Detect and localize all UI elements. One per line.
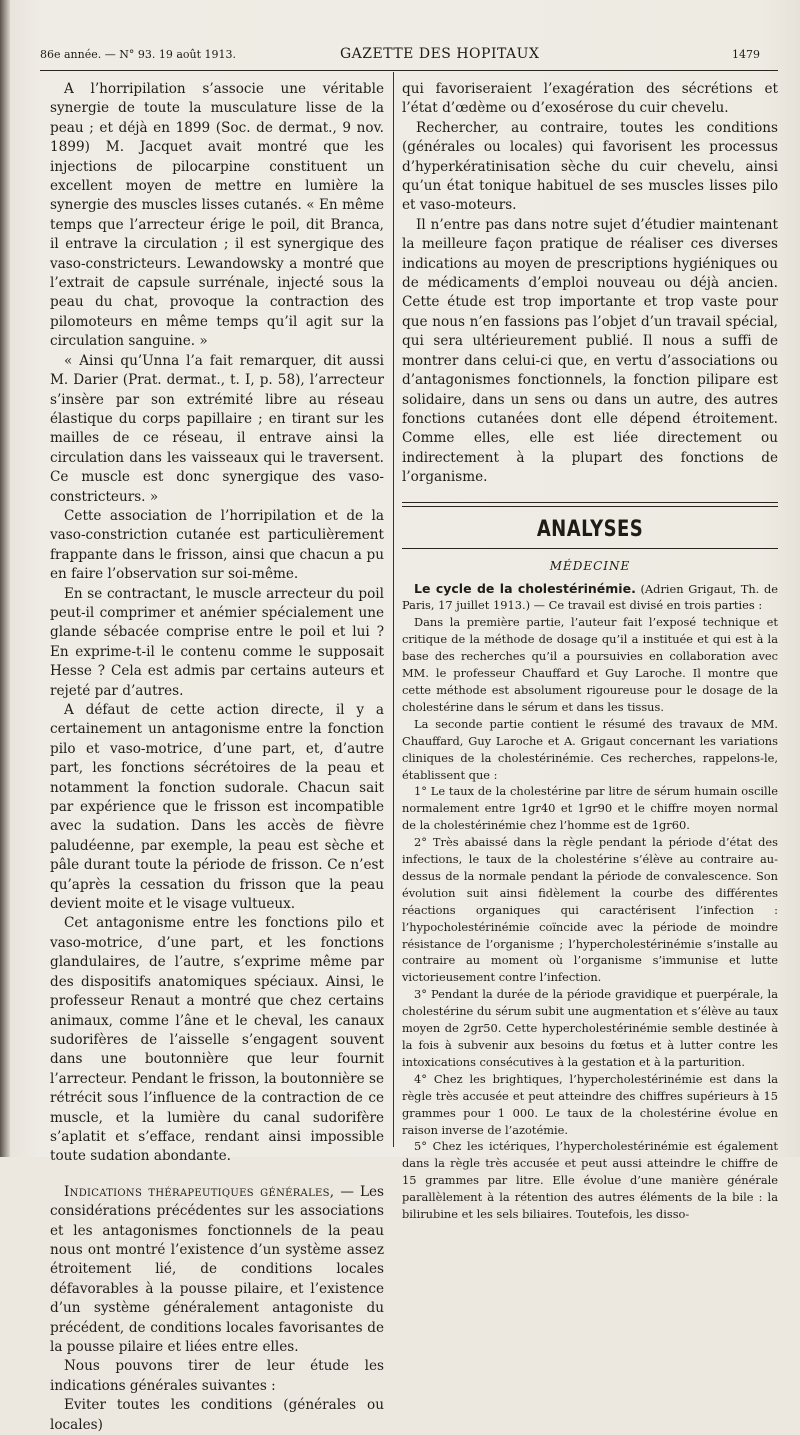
list-item: 2° Très abaissé dans la règle pendant la période d’état des infections, le taux de la cholestérine s’élève au contraire au-dessus de la normale pendant la période de convalescence. Son évolution suit ainsi fidèlement la courbe des différentes réactions organiques qui caractérisent l’infection : l’hypocholestérinémie coïncide avec la période de moindre résistance de l’organisme ; l’hypercholestérinémie s’installe au contraire au moment où l’organisme s’immunise et lutte victorieusement contre l’infection. (402, 835, 778, 985)
right-column (402, 80, 778, 1222)
paragraph: « Ainsi qu’Unna l’a fait remarquer, dit aussi M. Darier (Prat. dermat., t. I, p. 58), l’arrecteur s’insère par son extrémité libre au réseau élastique du corps papillaire ; en tirant sur les mailles de ce réseau, il entrave ainsi la circulation dans les vaisseaux qui le traversent. Ce muscle est donc synergique des vaso-constricteurs. » (50, 352, 384, 505)
paragraph: A l’horripilation s’associe une véritable synergie de toute la musculature lisse de la peau ; et déjà en 1899 (Soc. de dermat., 9 nov. 1899) M. Jacquet avait montré que les injections de pilocarpine constituent un excellent moyen de mettre en lumière la synergie des muscles lisses cutanés. « En même temps que l’arrecteur érige le poil, dit Branca, il entrave la circulation ; il est synergique des vaso-constricteurs. Lewandowsky a montré que l’extrait de capsule surrénale, injecté sous la peau du chat, provoque la contraction des pilomoteurs en même temps qu’il agit sur la circulation sanguine. » (50, 81, 384, 350)
binding-edge (0, 0, 10, 1157)
indications-text: — Les considérations précédentes sur les associations et les antagonismes fonctionnels de la peau nous ont montré l’existence d’un système assez étroitement lié, de conditions locales défavorables à la pousse pilaire, et l’existence d’un système généralement antagoniste du précédent, de conditions locales favorisantes de la pousse pilaire et liées entre elles. (50, 1183, 384, 1355)
article-title: Le cycle de la cholestérinémie. (414, 580, 636, 596)
page-number: 1479 (732, 48, 760, 61)
column-divider (393, 72, 394, 1147)
left-column (50, 80, 384, 1433)
paragraph: Cet antagonisme entre les fonctions pilo et vaso-motrice, d’une part, et les fonctions glandulaires, de l’autre, s’exprime même par des dispositifs anatomiques spéciaux. Ainsi, le professeur Renaut a montré que chez certains animaux, comme l’âne et le cheval, les canaux sudorifères de l’aisselle s’engagent souvent dans une boutonnière que leur fournit l’arrecteur. Pendant le frisson, la boutonnière se rétrécit sous l’influence de la contraction de ce muscle, et la lumière du canal sudorifère s’aplatit et s’efface, rendant ainsi impossible toute sudation abondante. (50, 915, 384, 1165)
paragraph: Eviter toutes les conditions (générales ou locales) (50, 1397, 384, 1433)
section-underline (402, 548, 778, 549)
paragraph: Il n’entre pas dans notre sujet d’étudier maintenant la meilleure façon pratique de réaliser ces diverses indications au moyen de prescriptions hygiéniques ou de médicaments d’emploi nouveau ou déjà ancien. Cette étude est trop importante et trop vaste pour que nous n’en fassions pas l’objet d’un travail spécial, qui sera ultérieurement publié. Il nous a suffi de montrer dans celui-ci que, en vertu d’associations ou d’antagonismes fonctionnels, la fonction pilipare est solidaire, dans un sens ou dans un autre, des autres fonctions cutanées dont elle dépend étroitement. Comme elles, elle est liée directement ou indirectement à la plupart des fonctions de l’organisme. (402, 216, 778, 486)
analysis-article (402, 581, 778, 1223)
paragraph: Cette association de l’horripilation et de la vaso-constriction cutanée est particulièrement frappante dans le frisson, ainsi que chacun a pu en faire l’observation sur soi-même. (50, 507, 384, 583)
list-item: 4° Chez les brightiques, l’hypercholestérinémie est dans la règle très accusée et peut atteindre des chiffres supérieurs à 15 grammes pour 1 000. Le taux de la cholestérine évolue en raison inverse de l’azotémie. (402, 1071, 778, 1137)
indications-paragraph (50, 1183, 384, 1358)
list-item: 3° Pendant la durée de la période gravidique et puerpérale, la cholestérine du sérum subit une augmentation et s’élève au taux moyen de 2gr50. Cette hypercholestérinémie semble destinée à la fois à subvenir aux besoins du fœtus et à lutter contre les intoxications consécutives à la gestation et à la parturition. (402, 987, 778, 1069)
continued-text (402, 80, 778, 488)
list-item: 1° Le taux de la cholestérine par litre de sérum humain oscille normalement entre 1gr40 et 1gr90 et le chiffre moyen normal de la cholestérinémie chez l’homme est de 1gr60. (402, 784, 778, 833)
running-header (40, 44, 782, 66)
paragraph: Dans la première partie, l’auteur fait l’exposé technique et critique de la méthode de dosage qu’il a instituée et qui est à la base des recherches qu’il a poursuivies en collaboration avec MM. le professeur Chauffard et Guy Laroche. Il montre que cette méthode est absolument rigoureuse pour le dosage de la cholestérine dans le sérum et dans les tissus. (402, 615, 778, 714)
paragraph: A défaut de cette action directe, il y a certainement un antagonisme entre la fonction pilo et vaso-motrice, d’une part, et, d’autre part, les fonctions sécrétoires de la peau et notamment la fonction sudorale. Chacun sait par expérience que le frisson est incompatible avec la sudation. Dans les accès de fièvre paludéenne, par exemple, la peau est sèche et pâle durant toute la période de frisson. Ce n’est qu’après la cessation du frisson que la peau devient moite et le visage vultueux. (50, 702, 384, 913)
journal-title: GAZETTE DES HOPITAUX (340, 46, 540, 62)
article-intro: (Adrien Grigaut, Th. de Paris, 17 juillet 1913.) — Ce travail est divisé en trois parties : (402, 581, 778, 613)
list-item: 5° Chez les ictériques, l’hypercholestérinémie est également dans la règle très accusée et peut aussi atteindre le chiffre de 15 grammes par litre. Elle évolue d’une manière générale parallèlement à la rétention des autres éléments de la bile : la bilirubine et les sels biliaires. Toutefois, les disso- (402, 1139, 778, 1222)
paragraph: Rechercher, au contraire, toutes les conditions (générales ou locales) qui favorisent les processus d’hyperkératinisation sèche du cuir chevelu, ainsi qu’un état tonique habituel de ses muscles lisses pilo et vaso-moteurs. (402, 119, 778, 214)
section-title: ANALYSES (536, 516, 644, 542)
article-lead (402, 581, 778, 615)
indications-heading: Indications thérapeutiques générales, (64, 1183, 335, 1200)
header-rule (40, 70, 778, 71)
section-rule (402, 502, 778, 507)
issue-info: 86e année. — N° 93. 19 août 1913. (40, 48, 237, 61)
subsection-title: MÉDECINE (549, 558, 631, 573)
paragraph: Nous pouvons tirer de leur étude les indications générales suivantes : (50, 1358, 384, 1394)
paragraph: En se contractant, le muscle arrecteur du poil peut-il comprimer et anémier spécialement une glande sébacée comprise entre le poil et lui ? En exprime-t-il le contenu comme le supposait Hesse ? Cela est admis par certains auteurs et rejeté par d’autres. (50, 585, 384, 699)
paragraph: qui favoriseraient l’exagération des sécrétions et l’état d’œdème ou d’exosérose du cuir chevelu. (402, 81, 778, 117)
paragraph: La seconde partie contient le résumé des travaux de MM. Chauffard, Guy Laroche et A. Grigaut concernant les variations cliniques de la cholestérinémie. Ces recherches, rappelons-le, établissent que : (402, 716, 778, 782)
